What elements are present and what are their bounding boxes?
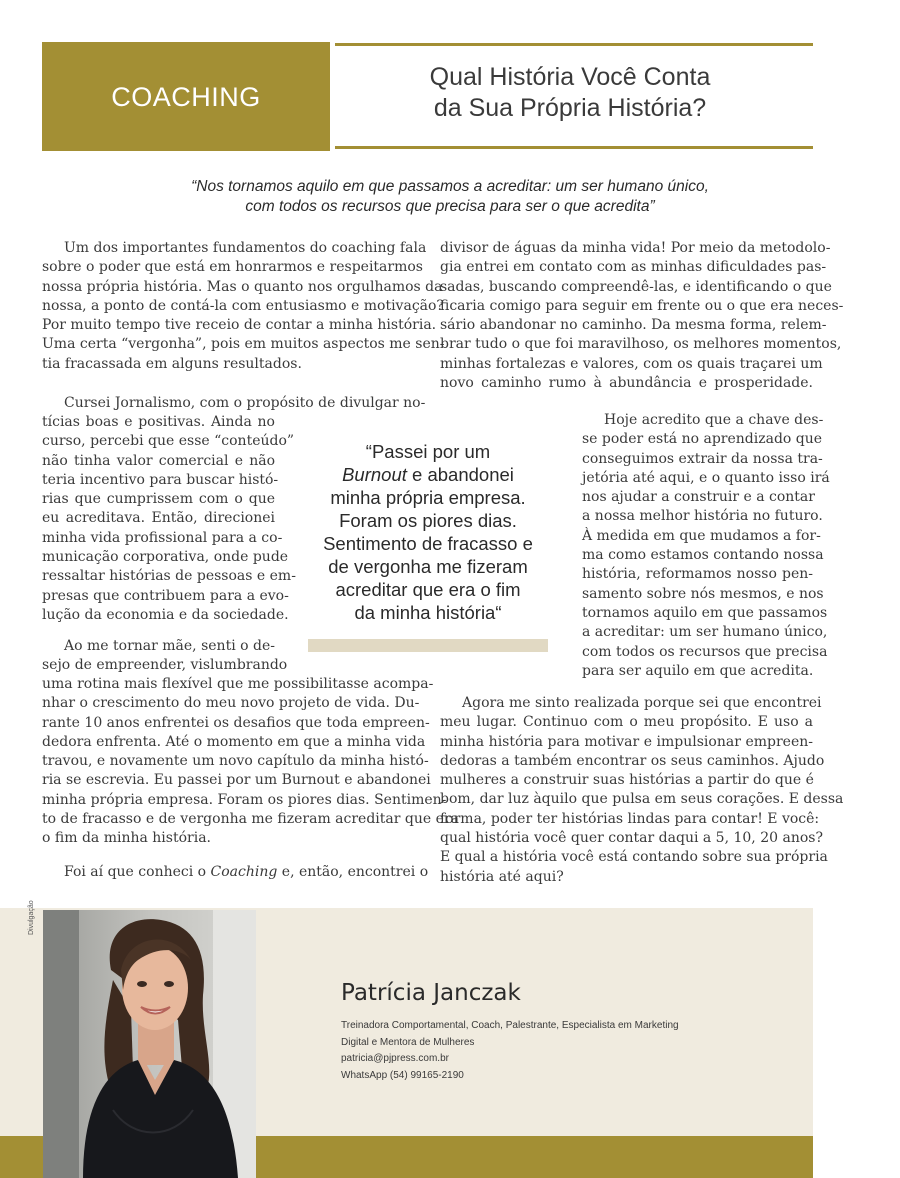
text-line: ressaltar histórias de pessoas e em- — [42, 568, 296, 585]
text-line: Ao me tornar mãe, senti o de- — [64, 638, 275, 654]
text-line: divisor de águas da minha vida! Por meio da metodolo- — [440, 240, 831, 256]
paragraph — [582, 411, 830, 681]
paragraph — [42, 675, 459, 849]
text-line: a acreditar: um ser humano único, — [582, 624, 828, 641]
paragraph — [440, 694, 844, 887]
author-role: Digital e Mentora de Mulheres — [341, 1037, 475, 1048]
text-line: teria incentivo para buscar histó- — [42, 471, 279, 488]
text-run: e, então, encontrei o — [277, 864, 429, 880]
text-line: minha vida profissional para a co- — [42, 529, 283, 546]
author-phone: WhatsApp (54) 99165-2190 — [341, 1070, 464, 1081]
text-line: tícias boas e positivas. Ainda no — [42, 414, 275, 430]
text-line: mulheres a construir suas histórias a partir do que é — [440, 772, 814, 789]
text-line: o fim da minha história. — [42, 830, 211, 847]
text-run: Foi aí que conheci o — [64, 864, 211, 880]
text-line: brar tudo o que foi maravilhoso, os melhores momentos, — [440, 336, 842, 353]
text-line: rante 10 anos enfrentei os desafios que toda empreen- — [42, 714, 430, 731]
quote-line: Foram os piores dias. — [339, 510, 517, 531]
pull-quote — [308, 440, 548, 624]
text-line: sário abandonar no caminho. Da mesma forma, relem- — [440, 317, 827, 334]
text-line: se poder está no aprendizado que — [582, 431, 823, 448]
lead-line: “Nos tornamos aquilo em que passamos a acreditar: um ser humano único, — [191, 178, 709, 195]
text-line: lução da economia e da sociedade. — [42, 606, 289, 623]
title-line: Qual História Você Conta — [429, 63, 711, 91]
title-line: da Sua Própria História? — [433, 94, 707, 122]
author-portrait-image — [43, 910, 256, 1178]
emphasis: Burnout — [342, 464, 407, 485]
text-line: Cursei Jornalismo, com o propósito de divulgar no- — [64, 395, 426, 411]
paragraph-line — [42, 394, 426, 413]
text-line: uma rotina mais flexível que me possibilitasse acompa- — [42, 676, 434, 692]
lead-quote — [60, 177, 840, 217]
quote-line: de vergonha me fizeram — [328, 556, 528, 577]
text-line: rias que cumprissem com o que — [42, 491, 275, 508]
text-line: com todos os recursos que precisa — [582, 643, 828, 660]
paragraph — [42, 239, 445, 374]
text-line: minhas fortalezas e valores, com os quais traçarei um — [440, 355, 823, 372]
text-line: sejo de empreender, vislumbrando — [42, 657, 288, 674]
emphasis: Coaching — [210, 864, 278, 880]
text-line: municação corporativa, onde pude — [42, 549, 289, 566]
text-line: história, reformamos nosso pen- — [582, 566, 813, 583]
text-line: curso, percebi que esse “conteúdo” — [42, 433, 295, 450]
author-email[interactable]: patricia@pjpress.com.br — [341, 1053, 449, 1064]
text-line: conseguimos extrair da nossa tra- — [582, 450, 823, 467]
paragraph — [42, 637, 288, 676]
author-photo — [43, 910, 256, 1178]
text-line: Uma certa “vergonha”, pois em muitos aspectos me sen- — [42, 336, 445, 353]
text-line: tia fracassada em alguns resultados. — [42, 355, 302, 372]
paragraph — [440, 239, 844, 393]
text-line: nos ajudar a construir e a contar — [582, 489, 815, 506]
text-line: À medida em que mudamos a for- — [582, 527, 821, 544]
text-line: sadas, buscando compreendê-las, e identificando o que — [440, 278, 832, 295]
text-line: nhar o crescimento do meu novo projeto de vida. Du- — [42, 695, 420, 712]
text-line: nossa, a ponto de contá-la com entusiasmo e motivação? — [42, 297, 444, 314]
text-line: eu acreditava. Então, direcionei — [42, 510, 275, 527]
text-line: qual história você quer contar daqui a 5, 10, 20 anos? — [440, 830, 823, 847]
text-line: sobre o poder que está em honrarmos e respeitarmos — [42, 259, 423, 276]
text-line: dedora enfrenta. Até o momento em que a minha vida — [42, 733, 426, 750]
text-line: nossa própria história. Mas o quanto nos orgulhamos da — [42, 278, 443, 295]
text-line: samento sobre nós mesmos, e nos — [582, 585, 824, 602]
section-label: COACHING — [111, 82, 261, 112]
article-title — [360, 62, 780, 124]
text-line: travou, e novamente um novo capítulo da minha histó- — [42, 753, 429, 770]
paragraph — [42, 863, 429, 882]
author-role: Treinadora Comportamental, Coach, Palestrante, Especialista em Marketing — [341, 1020, 679, 1031]
text-line: E qual a história você está contando sobre sua própria — [440, 849, 828, 866]
text-line: tornamos aquilo em que passamos — [582, 604, 828, 621]
text-line: ficaria comigo para seguir em frente ou o que era neces- — [440, 297, 844, 314]
text-line: presas que contribuem para a evo- — [42, 587, 289, 604]
text-line: gia entrei em contato com as minhas dificuldades pas- — [440, 259, 827, 276]
text-line: minha própria empresa. Foram os piores dias. Sentimen- — [42, 791, 447, 808]
text-line: história até aqui? — [440, 868, 564, 885]
text-line: ria se escrevia. Eu passei por um Burnout e abandonei — [42, 772, 431, 789]
text-line: dedoras a também encontrar os seus caminhos. Ajudo — [440, 752, 825, 769]
quote-line: Sentimento de fracasso e — [323, 533, 533, 554]
title-rule-bottom — [335, 146, 813, 149]
text-line: ma como estamos contando nossa — [582, 547, 824, 564]
text-run: e abandonei — [406, 464, 514, 485]
text-line: não tinha valor comercial e não — [42, 452, 275, 469]
author-name: Patrícia Janczak — [341, 980, 521, 1006]
text-line — [42, 863, 429, 882]
text-line: jetória até aqui, e o quanto isso irá — [582, 469, 830, 486]
quote-bar — [308, 639, 548, 652]
quote-line: acreditar que era o fim — [335, 579, 521, 600]
text-line: Por muito tempo tive receio de contar a minha história. — [42, 317, 437, 334]
text-line: para ser aquilo em que acredita. — [582, 662, 814, 679]
quote-line — [308, 463, 548, 486]
lead-line: com todos os recursos que precisa para ser o que acredita” — [245, 198, 655, 215]
title-rule-top — [335, 43, 813, 46]
photo-credit: Divulgação — [28, 900, 35, 935]
text-line: to de fracasso e de vergonha me fizeram acreditar que era — [42, 811, 459, 828]
text-line: Agora me sinto realizada porque sei que encontrei — [462, 695, 822, 711]
text-line: forma, poder ter histórias lindas para contar! E você: — [440, 810, 820, 827]
paragraph — [42, 413, 296, 625]
text-line: a nossa melhor história no futuro. — [582, 508, 823, 525]
text-line: bom, dar luz àquilo que pulsa em seus corações. E dessa — [440, 791, 844, 808]
text-line: meu lugar. Continuo com o meu propósito. E uso a — [440, 714, 813, 731]
text-line: minha história para motivar e impulsionar empreen- — [440, 733, 813, 750]
quote-line: minha própria empresa. — [330, 487, 526, 508]
text-line: Um dos importantes fundamentos do coaching fala — [64, 240, 427, 256]
quote-line: “Passei por um — [365, 441, 491, 462]
text-line: novo caminho rumo à abundância e prosperidade. — [440, 375, 813, 392]
text-line: Hoje acredito que a chave des- — [604, 412, 824, 428]
quote-line: da minha história“ — [354, 602, 502, 623]
